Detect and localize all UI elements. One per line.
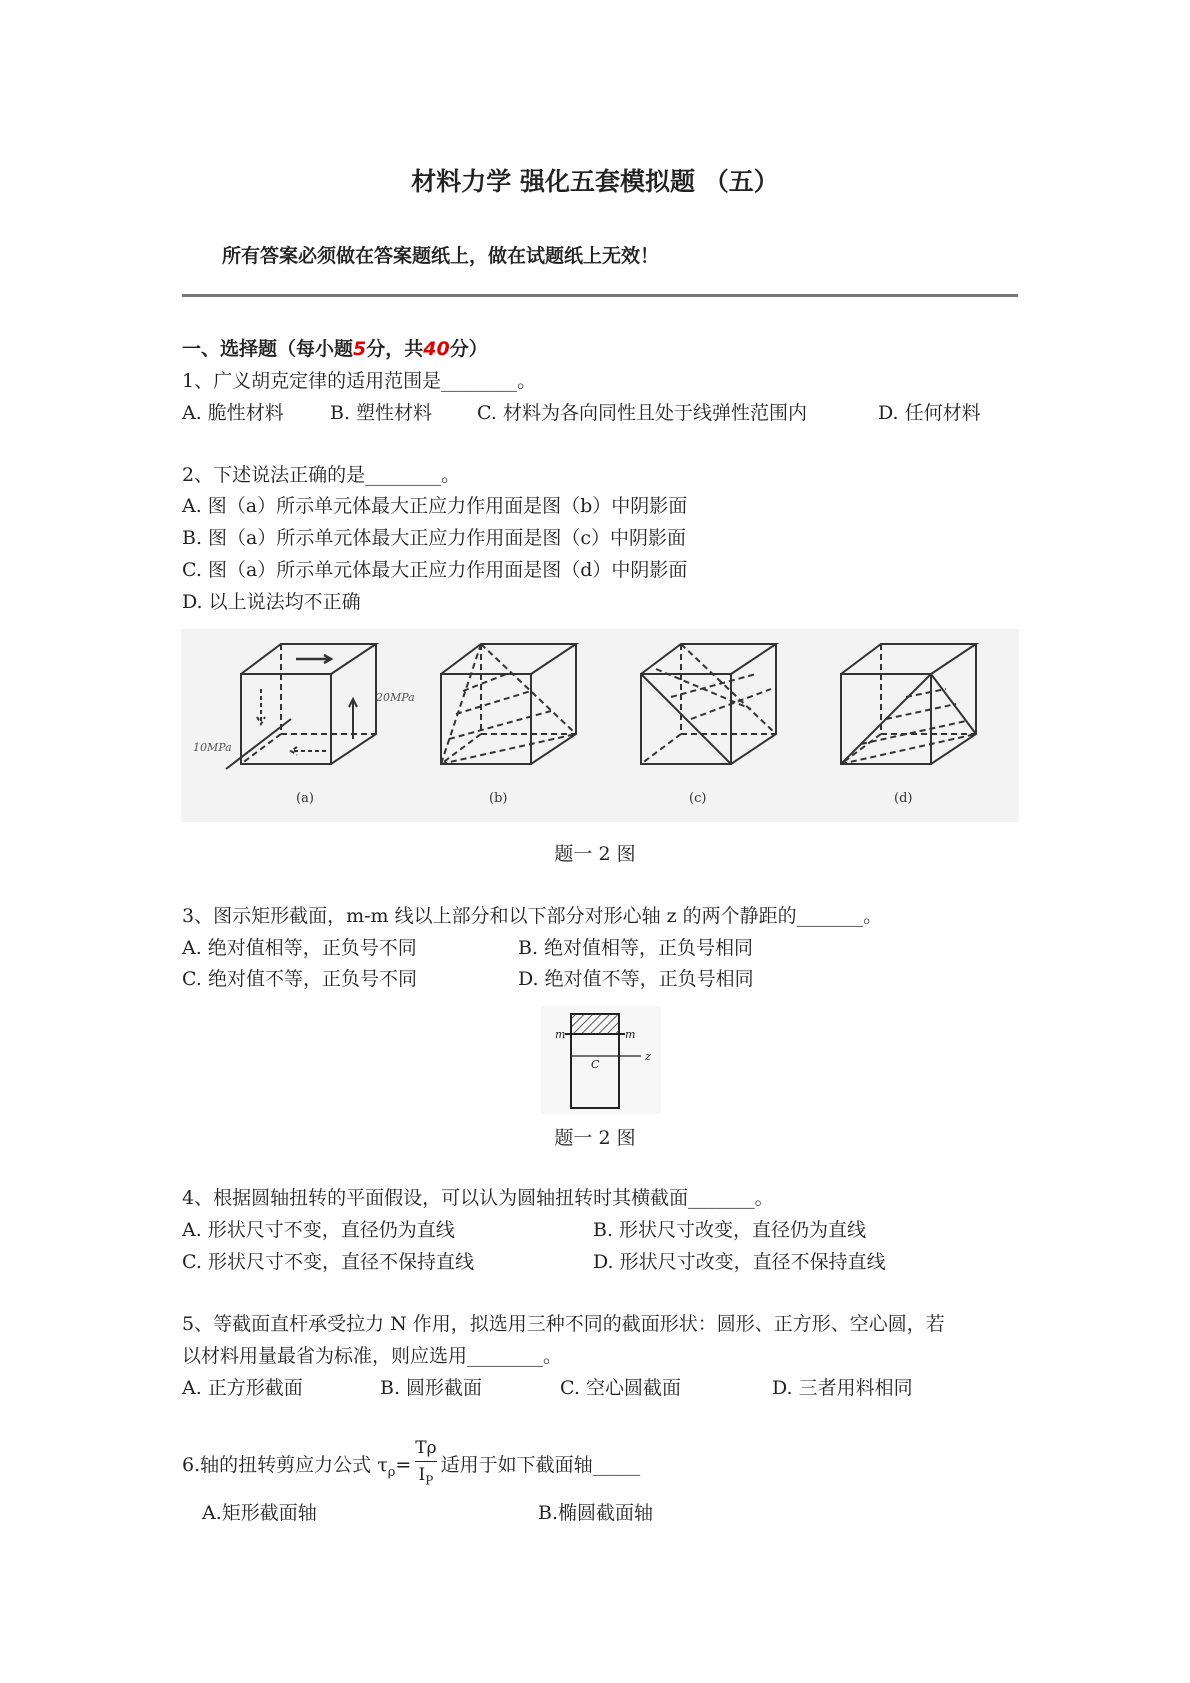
stress-element-figure bbox=[181, 629, 1019, 822]
q3-option-b: B. 绝对值相等，正负号相同 bbox=[518, 937, 754, 959]
q3-stem: 3、图示矩形截面，m-m 线以上部分和以下部分对形心轴 z 的两个静距的_______。 bbox=[182, 905, 883, 927]
q6-option-b: B.椭圆截面轴 bbox=[538, 1502, 654, 1524]
m-label-left: m bbox=[555, 1028, 566, 1041]
denominator: I bbox=[418, 1465, 426, 1485]
points-each: 5 bbox=[353, 338, 367, 360]
tau: τ bbox=[377, 1454, 388, 1477]
denominator-sub: P bbox=[425, 1473, 434, 1488]
section-mid: 分，共 bbox=[366, 338, 424, 360]
q5-stem-line1: 5、等截面直杆承受拉力 N 作用，拟选用三种不同的截面形状：圆形、正方形、空心圆，若 bbox=[182, 1313, 945, 1335]
q4-stem: 4、根据圆轴扭转的平面假设，可以认为圆轴扭转时其横截面_______。 bbox=[182, 1187, 774, 1209]
section-prefix: 一、选择题（每小题 bbox=[182, 338, 354, 360]
q1-option-d: D. 任何材料 bbox=[878, 402, 981, 424]
q3-option-d: D. 绝对值不等，正负号相同 bbox=[518, 968, 754, 990]
q6-pre: 6.轴的扭转剪应力公式 bbox=[182, 1454, 372, 1477]
q5-option-d: D. 三者用料相同 bbox=[772, 1377, 913, 1399]
q4-option-b: B. 形状尺寸改变，直径仍为直线 bbox=[593, 1219, 867, 1241]
page-title: 材料力学 强化五套模拟题 （五） bbox=[411, 167, 779, 196]
q1-option-a: A. 脆性材料 bbox=[182, 402, 284, 424]
q4-option-a: A. 形状尺寸不变，直径仍为直线 bbox=[182, 1219, 455, 1241]
c-label: C bbox=[591, 1058, 600, 1071]
q5-stem-line2: 以材料用量最省为标准，则应选用________。 bbox=[182, 1345, 563, 1367]
q1-option-c: C. 材料为各向同性且处于线弹性范围内 bbox=[477, 402, 807, 424]
fig-label-c: (c) bbox=[689, 791, 707, 806]
divider bbox=[182, 294, 1018, 297]
instruction: 所有答案必须做在答案题纸上，做在试题纸上无效！ bbox=[222, 245, 660, 267]
q6-post: 适用于如下截面轴_____ bbox=[440, 1454, 641, 1477]
q4-option-c: C. 形状尺寸不变，直径不保持直线 bbox=[182, 1251, 474, 1273]
figure-caption-2: 题一 2 图 bbox=[554, 1127, 636, 1149]
q5-option-b: B. 圆形截面 bbox=[380, 1377, 483, 1399]
q6-option-a: A.矩形截面轴 bbox=[202, 1502, 317, 1524]
q1-option-b: B. 塑性材料 bbox=[330, 402, 433, 424]
q3-option-a: A. 绝对值相等，正负号不同 bbox=[182, 937, 417, 959]
fig-label-d: (d) bbox=[894, 791, 913, 806]
m-label-right: m bbox=[625, 1028, 636, 1041]
q2-stem: 2、下述说法正确的是________。 bbox=[182, 464, 461, 486]
q1-stem: 1、广义胡克定律的适用范围是________。 bbox=[182, 370, 537, 392]
q4-option-d: D. 形状尺寸改变，直径不保持直线 bbox=[593, 1251, 886, 1273]
cube-a bbox=[193, 644, 415, 769]
q5-option-a: A. 正方形截面 bbox=[182, 1377, 303, 1399]
stress-label-20: 20MPa bbox=[376, 691, 415, 704]
q6-stem bbox=[182, 1437, 640, 1495]
q3-option-c: C. 绝对值不等，正负号不同 bbox=[182, 968, 417, 990]
tau-sub: ρ bbox=[387, 1465, 396, 1480]
q2-option-d: D. 以上说法均不正确 bbox=[182, 591, 361, 613]
equals: = bbox=[395, 1454, 412, 1477]
fig-label-a: (a) bbox=[296, 791, 314, 806]
q2-option-a: A. 图（a）所示单元体最大正应力作用面是图（b）中阴影面 bbox=[182, 495, 688, 517]
stress-label-10: 10MPa bbox=[193, 741, 232, 754]
section-header bbox=[182, 337, 488, 361]
cube-b bbox=[441, 644, 576, 764]
numerator: Tρ bbox=[415, 1435, 436, 1462]
figure-caption: 题一 2 图 bbox=[554, 843, 636, 865]
q2-option-c: C. 图（a）所示单元体最大正应力作用面是图（d）中阴影面 bbox=[182, 559, 688, 581]
z-label: z bbox=[645, 1050, 651, 1063]
cube-d bbox=[841, 644, 976, 764]
q5-option-c: C. 空心圆截面 bbox=[560, 1377, 681, 1399]
q2-option-b: B. 图（a）所示单元体最大正应力作用面是图（c）中阴影面 bbox=[182, 527, 687, 549]
cube-c bbox=[641, 644, 776, 764]
section-suffix: 分） bbox=[449, 338, 488, 360]
points-total: 40 bbox=[423, 338, 450, 360]
fraction bbox=[415, 1435, 436, 1493]
rect-section-figure bbox=[541, 1006, 661, 1114]
fig-label-b: (b) bbox=[489, 791, 508, 806]
